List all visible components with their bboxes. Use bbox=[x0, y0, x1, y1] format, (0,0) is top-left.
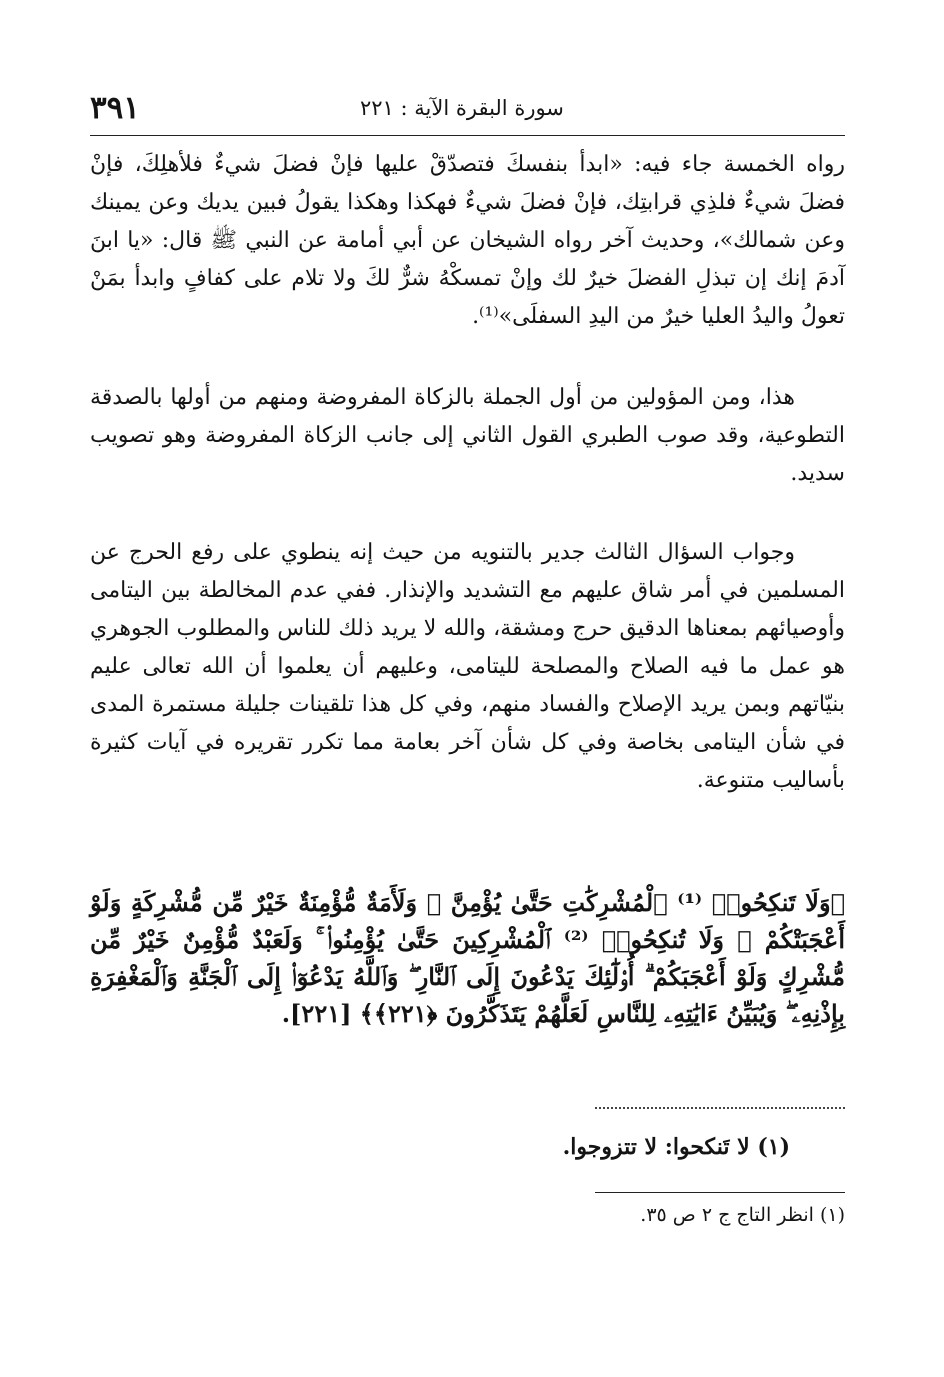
book-page bbox=[90, 84, 845, 1344]
paragraph-2: هذا، ومن المؤولين من أول الجملة بالزكاة المفروضة ومنهم من أولها بالصدقة التطوعية، وقد صوب الطبري القول الثاني إلى جانب الزكاة المفروضة وهو تصويب سديد. bbox=[90, 385, 845, 486]
commentary-text-3 bbox=[90, 534, 845, 818]
paragraph-3: وجواب السؤال الثالث جدير بالتنويه من حيث إنه ينطوي على رفع الحرج عن المسلمين في أمر شاق عليهم مع التشديد والإنذار. ففي عدم المخالطة بين اليتامى وأوصيائهم بمعناها الدقيق حرج ومشقة، والله لا يريد ذلك للناس والمطلوب الجوهري هو عمل ما فيه الصلاح والمصلحة لليتامى، وعليهم أن يعلموا أن الله تعالى عليم بنيّاتهم وبمن يريد الإصلاح والفساد منهم، وفي كل هذا تلقينات جليلة مستمرة المدى في شأن اليتامى بخاصة وفي كل شأن آخر بعامة مما تكرر تقريره في آيات كثيرة بأساليب متنوعة. bbox=[90, 540, 845, 793]
page-header bbox=[90, 84, 845, 124]
dotted-divider bbox=[595, 1107, 845, 1109]
commentary-text bbox=[90, 146, 845, 354]
commentary-text-2 bbox=[90, 379, 845, 511]
footnote: (١) انظر التاج ج ٢ ص ٣٥. bbox=[640, 1204, 845, 1226]
footnote-divider bbox=[595, 1192, 845, 1193]
glossary-note: (١) لا تَنكحوا: لا تتزوجوا. bbox=[562, 1134, 790, 1160]
page-number: ٣٩١ bbox=[90, 90, 140, 126]
quran-verse: ﴿وَلَا تَنكِحُوا۟ ⁽¹⁾ ٱلْمُشْرِكَٰتِ حَتَّىٰ يُؤْمِنَّ ۚ وَلَأَمَةٌ مُّؤْمِنَةٌ خَيْرٌ مِّن مُّشْرِكَةٍ وَلَوْ أَعْجَبَتْكُمْ ۗ وَلَا تُنكِحُوا۟ ⁽²⁾ ٱلْمُشْرِكِينَ حَتَّىٰ يُؤْمِنُوا۟ ۚ وَلَعَبْدٌ مُّؤْمِنٌ خَيْرٌ مِّن مُّشْرِكٍ وَلَوْ أَعْجَبَكُمْ ۗ أُو۟لَٰٓئِكَ يَدْعُونَ إِلَى ٱلنَّارِ ۖ وَٱللَّهُ يَدْعُوٓا۟ إِلَى ٱلْجَنَّةِ وَٱلْمَغْفِرَةِ بِإِذْنِهِۦ ۖ وَيُبَيِّنُ ءَايَٰتِهِۦ لِلنَّاسِ لَعَلَّهُمْ يَتَذَكَّرُونَ ﴿٢٢١﴾﴾ [٢٢١]. bbox=[90, 888, 845, 1028]
running-head: سورة البقرة الآية : ٢٢١ bbox=[360, 96, 564, 120]
header-rule bbox=[90, 135, 845, 136]
paragraph-1: رواه الخمسة جاء فيه: «ابدأ بنفسكَ فتصدّقْ عليها فإنْ فضلَ شيءٌ فلأهلِكَ، فإنْ فضلَ شيءٌ فلذِي قرابتِك، فإنْ فضلَ شيءٌ فهكذا وهكذا يقولُ فبين يديك وعن يمينك وعن شمالك»، وحديث آخر رواه الشيخان عن أبي أمامة عن النبي ﷺ قال: «يا ابنَ آدمَ إنك إن تبذلِ الفضلَ خيرٌ لك وإنْ تمسكْهُ شرٌّ لكَ ولا تلام على كفافٍ وابدأ بمَنْ تعولُ واليدُ العليا خيرٌ من اليدِ السفلَى»⁽¹⁾. bbox=[90, 152, 845, 329]
